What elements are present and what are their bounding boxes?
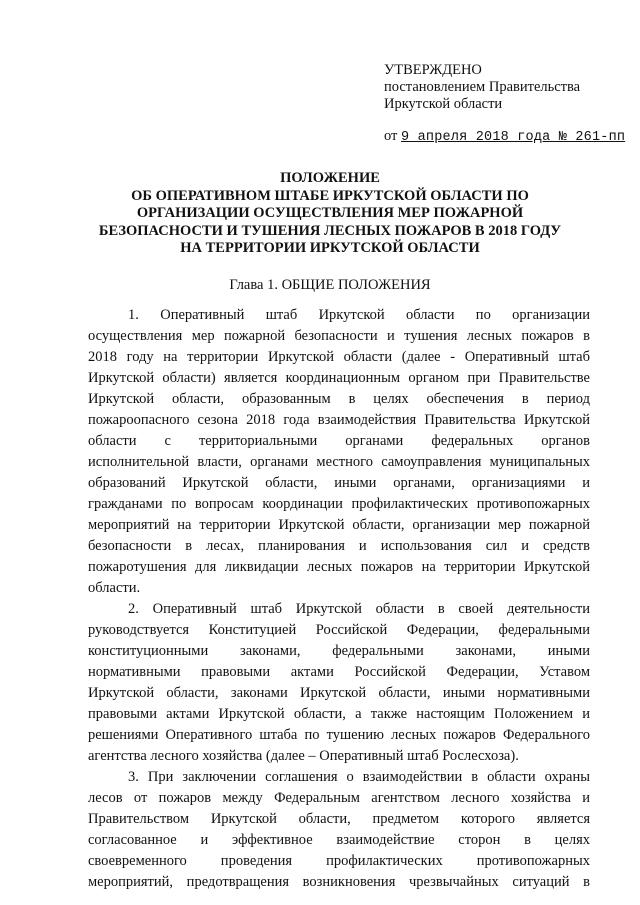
paragraph-1-line: осуществления мер пожарной безопасности и тушения лесных пожаров в bbox=[88, 328, 590, 344]
paragraph-3-line: мероприятий, предотвращения возникновения чрезвычайных ситуаций в bbox=[88, 874, 590, 890]
title-line: ОБ ОПЕРАТИВНОМ ШТАБЕ ИРКУТСКОЙ ОБЛАСТИ ПО bbox=[131, 187, 529, 204]
paragraph-2-line: нормативными правовыми актами Российской Федерации, Уставом bbox=[88, 664, 590, 680]
paragraph-2-line: руководствуется Конституцией Российской Федерации, федеральными bbox=[88, 622, 590, 638]
paragraph-1-line: гражданами по вопросам координации профилактических противопожарных bbox=[88, 496, 590, 512]
title-line: НА ТЕРРИТОРИИ ИРКУТСКОЙ ОБЛАСТИ bbox=[180, 240, 480, 257]
approval-stamp bbox=[384, 62, 625, 146]
approval-region: Иркутской области bbox=[384, 96, 503, 112]
paragraph-3-line: своевременного проведения профилактических противопожарных bbox=[88, 853, 590, 869]
paragraph-1-line: мероприятий на территории Иркутской области, организации мер пожарной bbox=[88, 517, 590, 533]
paragraph-3-line: лесов от пожаров между Федеральным агентством лесного хозяйства и bbox=[88, 790, 590, 806]
paragraph-1-line: 1. Оперативный штаб Иркутской области по организации bbox=[128, 307, 590, 323]
paragraph-3-line: согласованное и эффективное взаимодействие сторон в целях bbox=[88, 832, 590, 848]
paragraph-1-line: Иркутской области) является координационным органом при Правительстве bbox=[88, 370, 590, 386]
approval-date-prefix: от bbox=[384, 128, 398, 144]
title-line: БЕЗОПАСНОСТИ И ТУШЕНИЯ ЛЕСНЫХ ПОЖАРОВ В 2018 ГОДУ bbox=[98, 222, 562, 239]
paragraph-1-line: Иркутской области, образованным в целях обеспечения в период bbox=[88, 391, 590, 407]
paragraph-1-line: исполнительной власти, органами местного самоуправления муниципальных bbox=[88, 454, 590, 470]
paragraph-2-line: конституционными законами, федеральными законами, иными bbox=[88, 643, 590, 659]
title-line: ОРГАНИЗАЦИИ ОСУЩЕСТВЛЕНИЯ МЕР ПОЖАРНОЙ bbox=[136, 205, 524, 222]
paragraph-2-line: правовыми актами Иркутской области, а также настоящим Положением и bbox=[88, 706, 590, 722]
paragraph-1-line: области с территориальными органами федеральных органов bbox=[88, 433, 590, 449]
paragraph-2-line: агентства лесного хозяйства (далее – Оперативный штаб Рослесхоза). bbox=[88, 748, 519, 764]
paragraph-1-line: образований Иркутской области, иными органами, организациями и bbox=[88, 475, 590, 491]
paragraph-1-line: области. bbox=[88, 580, 141, 596]
paragraph-1-line: пожароопасного сезона 2018 года взаимодействия Правительства Иркутской bbox=[88, 412, 590, 428]
title-line: ПОЛОЖЕНИЕ bbox=[280, 170, 380, 186]
paragraph-2-line: решениями Оперативного штаба по тушению лесных пожаров Федерального bbox=[88, 727, 590, 743]
approval-heading: УТВЕРЖДЕНО bbox=[384, 62, 482, 78]
approval-date-value: 9 апреля 2018 года № 261-пп bbox=[401, 130, 626, 145]
paragraph-3-line: 3. При заключении соглашения о взаимодействии в области охраны bbox=[128, 769, 590, 785]
paragraph-1-line: 2018 году на территории Иркутской области (далее - Оперативный штаб bbox=[88, 349, 590, 365]
approval-issuer: постановлением Правительства bbox=[384, 79, 581, 95]
paragraph-2-line: Иркутской области, законами Иркутской области, иными нормативными bbox=[88, 685, 590, 701]
paragraph-1-line: пожаротушения для ликвидации лесных пожаров на территории Иркутской bbox=[88, 559, 590, 575]
paragraph-2-line: 2. Оперативный штаб Иркутской области в своей деятельности bbox=[128, 601, 590, 617]
paragraph-3-line: Правительством Иркутской области, предметом которого является bbox=[88, 811, 590, 827]
chapter-heading: Глава 1. ОБЩИЕ ПОЛОЖЕНИЯ bbox=[229, 277, 431, 293]
approval-date-line bbox=[384, 128, 625, 146]
document-title bbox=[90, 170, 570, 258]
paragraph-1-line: безопасности в лесах, планирования и использования сил и средств bbox=[88, 538, 590, 554]
